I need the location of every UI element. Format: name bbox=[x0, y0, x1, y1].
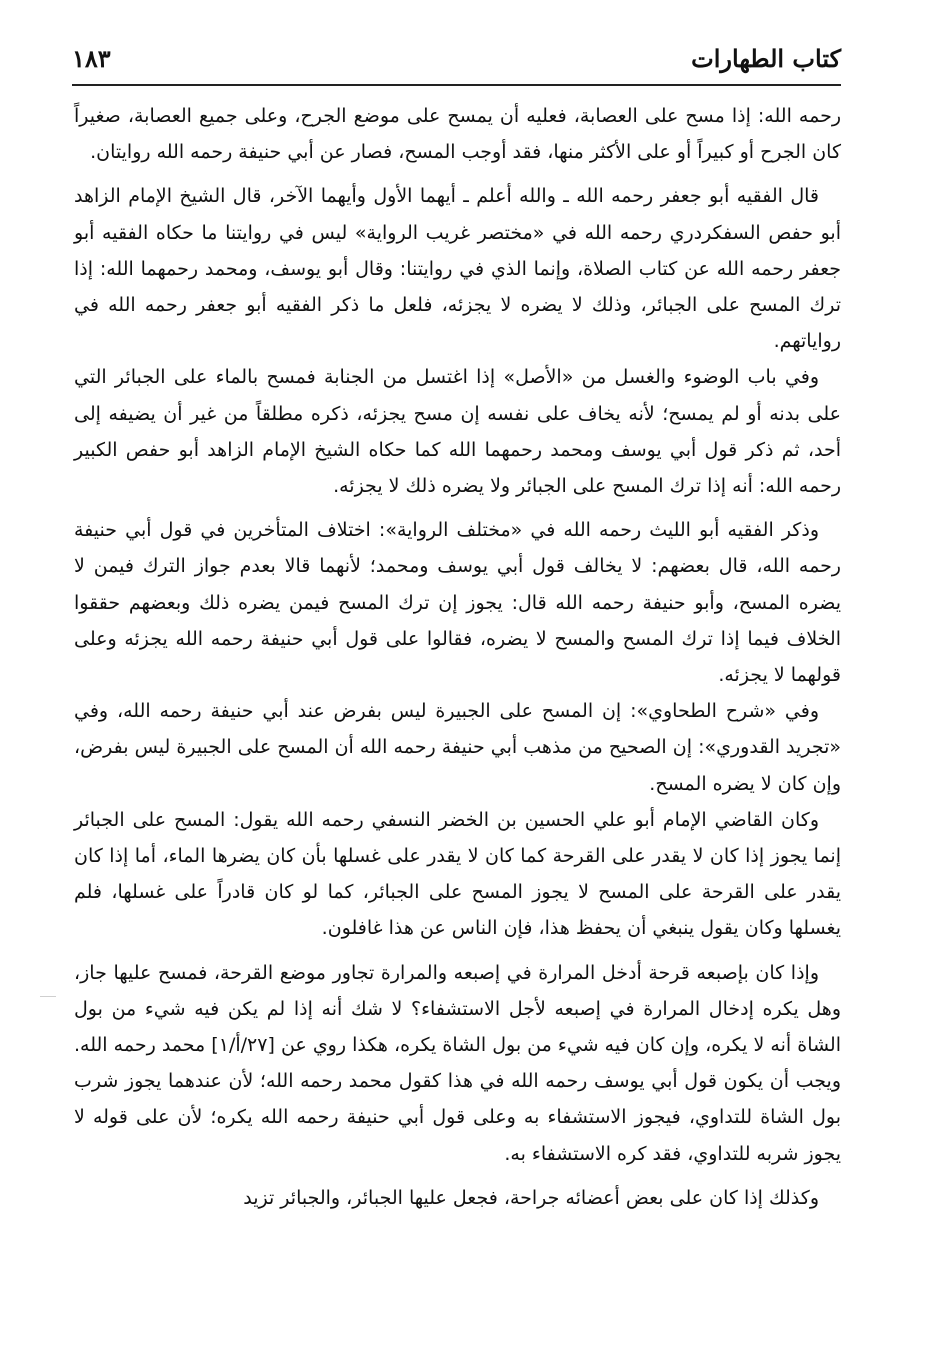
paragraph: وفي باب الوضوء والغسل من «الأصل» إذا اغتسل من الجنابة فمسح بالماء على الجبائر التي على بدنه أو لم يمسح؛ لأنه يخاف على نفسه إن مسح يجزئه، ذكره مطلقاً من غير أن يضيفه إلى أحد، ثم ذكر قول أبي يوسف ومحمد رحمهما الله كما حكاه الشيخ الإمام الزاهد أبو حفص الكبير رحمه الله: أنه إذا ترك المسح على الجبائر ولا يضره ذلك لا يجزئه. bbox=[74, 366, 841, 498]
header-divider bbox=[72, 84, 841, 86]
chapter-title: كتاب الطهارات bbox=[691, 44, 841, 73]
margin-mark bbox=[40, 996, 56, 997]
page-number: ١٨٣ bbox=[72, 44, 111, 73]
paragraph: وكان القاضي الإمام أبو علي الحسين بن الخضر النسفي رحمه الله يقول: المسح على الجبائر إنما يجوز إذا كان لا يقدر على القرحة كما كان لا يقدر على غسلها بأن كان يضرها الماء، أما إذا كان يقدر على القرحة على المسح لا يجوز المسح على الجبائر، كما لو كان قادراً على غسلها، فلم يغسلها وكان يقول ينبغي أن يحفظ هذا، فإن الناس عن هذا غافلون. bbox=[74, 808, 841, 940]
paragraph: وفي «شرح الطحاوي»: إن المسح على الجبيرة ليس بفرض عند أبي حنيفة رحمه الله، وفي «تجريد القدوري»: إن الصحيح من مذهب أبي حنيفة رحمه الله أن المسح على الجبيرة ليس بفرض، وإن كان لا يضره المسح. bbox=[74, 700, 841, 795]
paragraph: وإذا كان بإصبعه قرحة أدخل المرارة في إصبعه والمرارة تجاور موضع القرحة، فمسح عليها جاز، وهل يكره إدخال المرارة في إصبعه لأجل الاستشفاء؟ لا شك أنه إذا لم يكن فيه شيء من بول الشاة أنه لا يكره، وإن كان فيه شيء من بول الشاة يكره، هكذا روي عن [٢٧/أ/١] محمد رحمه الله. ويجب أن يكون قول أبي يوسف رحمه الله في هذا كقول محمد رحمه الله؛ لأن عندهما يجوز شرب بول الشاة للتداوي، فيجوز الاستشفاء به وعلى قول أبي حنيفة رحمه الله يكره؛ لأن على قوله لا يجوز شربه للتداوي، فقد كره الاستشفاء به. bbox=[74, 961, 842, 1165]
paragraph: وكذلك إذا كان على بعض أعضائه جراحة، فجعل عليها الجبائر، والجبائر تزيد bbox=[243, 1186, 819, 1209]
page-body bbox=[74, 98, 841, 1216]
paragraph: رحمه الله: إذا مسح على العصابة، فعليه أن يمسح على موضع الجرح، وعلى جميع العصابة، صغيراً كان الجرح أو كبيراً أو على الأكثر منها، فقد أوجب المسح، فصار عن أبي حنيفة رحمه الله روايتان. bbox=[74, 105, 841, 164]
paragraph: وذكر الفقيه أبو الليث رحمه الله في «مختلف الرواية»: اختلاف المتأخرين في قول أبي حنيفة رحمه الله، قال بعضهم: لا يخالف قول أبي يوسف ومحمد؛ لأنهما قالا بعدم جواز الترك فيمن لا يضره المسح، وأبو حنيفة رحمه الله قال: يجوز إن ترك المسح فيمن يضره ذلك وبعضهم حققوا الخلاف فيما إذا ترك المسح والمسح لا يضره، فقالوا على قول أبي حنيفة رحمه الله يجزئه وعلى قولهما لا يجزئه. bbox=[74, 519, 841, 687]
paragraph: قال الفقيه أبو جعفر رحمه الله ـ والله أعلم ـ أيهما الأول وأيهما الآخر، قال الشيخ الإمام الزاهد أبو حفص السفكردري رحمه الله في «مختصر غريب الرواية» ليس في روايتنا ما حكاه الفقيه أبو جعفر رحمه الله عن كتاب الصلاة، وإنما الذي في روايتنا: وقال أبو يوسف، ومحمد رحمهما الله: إذا ترك المسح على الجبائر، وذلك لا يضره لا يجزئه، فلعل ما ذكر الفقيه أبو جعفر رحمه الله في رواياتهم. bbox=[74, 185, 841, 353]
page-header bbox=[72, 40, 841, 80]
